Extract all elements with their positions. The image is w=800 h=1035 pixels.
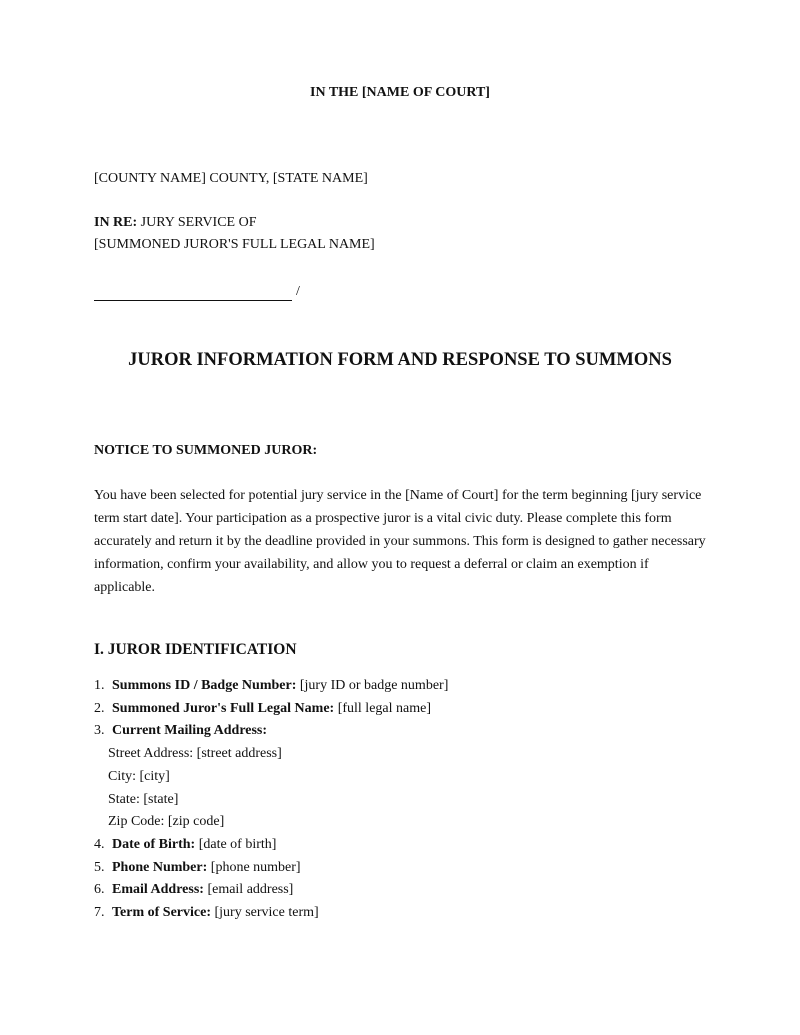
item-number: 1. <box>94 678 105 693</box>
in-re-text: JURY SERVICE OF <box>140 215 257 230</box>
juror-identification-list <box>94 675 714 925</box>
item-number: 7. <box>94 905 105 921</box>
item-number: 2. <box>94 700 105 716</box>
list-item <box>94 834 714 857</box>
juror-name-line: [SUMMONED JUROR'S FULL LEGAL NAME] <box>94 237 375 252</box>
in-re-label: IN RE: <box>94 215 138 230</box>
address-zip: Zip Code: [zip code] <box>108 814 225 830</box>
list-item <box>94 720 714 743</box>
item-number: 5. <box>94 859 105 875</box>
address-street: Street Address: [street address] <box>108 746 282 762</box>
item-value: [date of birth] <box>198 836 277 852</box>
in-re-block <box>94 212 375 256</box>
item-value: [phone number] <box>210 859 301 875</box>
item-value: [email address] <box>207 882 294 898</box>
item-label: Current Mailing Address: <box>112 723 268 739</box>
item-number: 3. <box>94 723 105 739</box>
item-content <box>112 698 431 721</box>
item-label: Summoned Juror's Full Legal Name: <box>112 700 335 716</box>
address-city: City: [city] <box>108 768 170 784</box>
item-value: [full legal name] <box>337 700 431 716</box>
notice-body: You have been selected for potential jury service in the [Name of Court] for the term beginning [jury service term start date]. Your participation as a prospective juror is a vital civic duty. Please complete this form accurately and return it by the deadline provided in your summons. This form is designed to gather necessary information, confirm your availability, and allow you to request a deferral or claim an exemption if applicable. <box>94 488 706 595</box>
item-label: Email Address: <box>112 882 204 898</box>
list-item <box>94 675 714 698</box>
item-content <box>112 857 301 880</box>
signature-rule <box>94 288 292 301</box>
list-item <box>94 698 714 721</box>
notice-heading: NOTICE TO SUMMONED JUROR: <box>94 443 318 458</box>
item-content <box>112 720 267 743</box>
item-content <box>112 902 319 925</box>
court-title: IN THE [NAME OF COURT] <box>310 85 490 100</box>
item-label: Phone Number: <box>112 859 208 875</box>
signature-line <box>94 283 300 301</box>
item-content <box>112 675 448 698</box>
item-content <box>112 834 276 857</box>
section-heading-juror-identification: I. JUROR IDENTIFICATION <box>94 641 297 658</box>
item-value: [jury service term] <box>214 905 319 921</box>
item-label: Summons ID / Badge Number: <box>112 678 297 693</box>
address-state: State: [state] <box>108 791 179 807</box>
item-label: Term of Service: <box>112 905 211 921</box>
list-item <box>94 879 714 902</box>
document-title: JUROR INFORMATION FORM AND RESPONSE TO SUMMONS <box>128 350 672 370</box>
item-number: 4. <box>94 836 105 852</box>
item-label: Date of Birth: <box>112 836 196 852</box>
county-line: [COUNTY NAME] COUNTY, [STATE NAME] <box>94 171 368 186</box>
list-item <box>94 857 714 880</box>
list-item <box>94 902 714 925</box>
signature-slash: / <box>296 284 300 299</box>
item-value: [jury ID or badge number] <box>299 678 449 693</box>
item-number: 6. <box>94 882 105 898</box>
in-re-line <box>94 212 375 234</box>
item-content <box>112 879 293 902</box>
